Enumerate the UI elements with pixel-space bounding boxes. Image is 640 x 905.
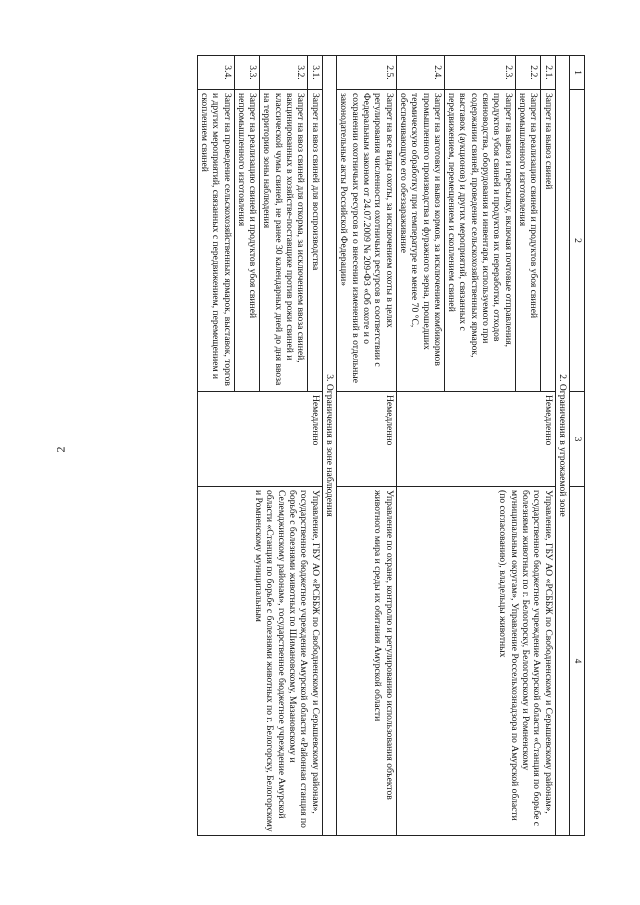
- table-row: [541, 56, 555, 836]
- header-cell-2: 2: [570, 90, 585, 392]
- row-number: 3.1.: [308, 56, 322, 90]
- restriction-text: Запрет на ввоз свиней для воспроизводства: [308, 90, 322, 392]
- term-cell: Немедленно: [396, 392, 555, 487]
- section-3-title: 3. Ограничения в зоне наблюдения: [322, 56, 336, 836]
- row-number: 2.3.: [444, 56, 515, 90]
- restriction-text: Запрет на проведение сельскохозяйственных ярмарок, выставок, торгов и других мероприятий, связанных с передвижением, перемещением и скоплением свиней: [197, 90, 234, 392]
- table-row: [337, 56, 397, 836]
- section-3-header: [322, 56, 336, 836]
- page-number: 2: [53, 446, 68, 453]
- restriction-text: Запрет на ввоз свиней для откорма, за исключением ввоза свиней, вакцинированных в хозяйстве-поставщике против рожи свиней и классической чумы свиней, не ранее 30 календарных дней до дня ввоза на территорию зоны наблюдения: [260, 90, 308, 392]
- rotated-table-container: [115, 55, 585, 835]
- restriction-text: Запрет на реализацию свиней и продуктов убоя свиней непромышленного изготовления: [234, 90, 260, 392]
- responsible-cell: Управление, ГБУ АО «РСББЖ по Свободненскому и Серышевскому районам», государственное бюджетное учреждение Амурской области «Районная станция по борьбе с болезнями животных по Шимановскому, Мазановскому и Селемджинскому районам», государственное бюджетное учреждение Амурской области «Станция по борьбе с болезнями животных по г. Белогорску, Белогорскому и Ромненскому муниципальным: [197, 487, 322, 836]
- header-cell-3: 3: [570, 392, 585, 487]
- row-number: 3.2.: [260, 56, 308, 90]
- responsible-cell: Управление, ГБУ АО «РСББЖ по Свободненскому и Серышевскому районам», государственное бюджетное учреждение Амурской области «Станция по борьбе с болезнями животных по г. Белогорску, Белогорскому и Ромненскому муниципальным округам», Управление Россельхознадзора по Амурской области (по согласованию), владельцы животных: [396, 487, 555, 836]
- table-row: [308, 56, 322, 836]
- row-number: 3.4.: [197, 56, 234, 90]
- header-row: [570, 56, 585, 836]
- responsible-cell: Управление по охране, контролю и регулированию использования объектов животного мира и среды их обитания Амурской области: [337, 487, 397, 836]
- restriction-text: Запрет на вывоз и пересылку, включая почтовые отправления, продуктов убоя свиней и продуктов их переработки, отходов свиноводства, оборудования и инвентаря, используемого при содержании свиней, проведение сельскохозяйственных ярмарок, выставок (аукционов) и других мероприятий, связанных с передвижением, перемещением и скоплением свиней: [444, 90, 515, 392]
- row-number: 2.2.: [515, 56, 541, 90]
- section-2-header: [555, 56, 569, 836]
- section-2-title: 2. Ограничения в угрожаемой зоне: [555, 56, 569, 836]
- term-cell: Немедленно: [197, 392, 322, 487]
- term-cell: Немедленно: [337, 392, 397, 487]
- header-cell-1: 1: [570, 56, 585, 90]
- row-number: 3.3.: [234, 56, 260, 90]
- row-number: 2.1.: [541, 56, 555, 90]
- restriction-text: Запрет на вывоз свиней: [541, 90, 555, 392]
- header-cell-4: 4: [570, 487, 585, 836]
- row-number: 2.4.: [396, 56, 444, 90]
- restriction-text: Запрет на все виды охоты, за исключением охоты в целях регулирования численности охотничьих ресурсов в соответствии с Федеральным законом от 24.07.2009 № 209-ФЗ «Об охоте и о сохранении охотничьих ресурсов и о внесении изменений в отдельные законодательные акты Российской Федерации»: [337, 90, 397, 392]
- restriction-text: Запрет на заготовку и вывоз кормов, за исключением комбикормов промышленного производства и фуражного зерна, прошедших термическую обработку при температуре не менее 70 °С, обеспечивающую его обеззараживание: [396, 90, 444, 392]
- restrictions-table: [197, 55, 585, 836]
- row-number: 2.5.: [337, 56, 397, 90]
- restriction-text: Запрет на реализацию свиней и продуктов убоя свиней непромышленного изготовления: [515, 90, 541, 392]
